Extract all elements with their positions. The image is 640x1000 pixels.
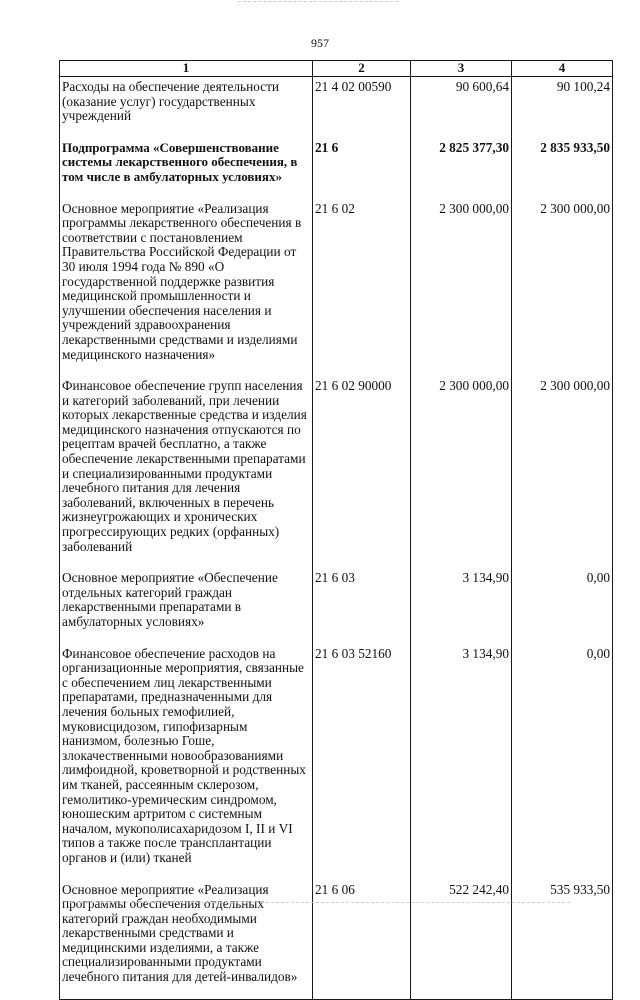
row-code: 21 6 03 bbox=[313, 568, 411, 643]
row-name: Основное мероприятие «Реализация программы обеспечения отдельных категорий граждан необходимыми лекарственными средствами и медицинскими изделиями, а также специализированными продуктами лечебного питания для детей-инвалидов» bbox=[60, 880, 313, 1000]
row-value-1: 90 600,64 bbox=[411, 77, 512, 138]
table-row bbox=[60, 568, 613, 643]
table-row bbox=[60, 880, 613, 1000]
column-header-3: 3 bbox=[411, 61, 512, 77]
row-value-1: 2 825 377,30 bbox=[411, 138, 512, 199]
row-name: Подпрограмма «Совершенствование системы лекарственного обеспечения, в том числе в амбулаторных условиях» bbox=[60, 138, 313, 199]
row-value-2: 2 300 000,00 bbox=[512, 376, 613, 568]
table-row bbox=[60, 77, 613, 138]
row-value-2: 535 933,50 bbox=[512, 880, 613, 1000]
budget-table bbox=[59, 60, 613, 1000]
table-row-subprogram bbox=[60, 138, 613, 199]
table-header-row bbox=[60, 61, 613, 77]
row-code: 21 6 02 90000 bbox=[313, 376, 411, 568]
table-row bbox=[60, 376, 613, 568]
row-value-1: 2 300 000,00 bbox=[411, 199, 512, 377]
row-code: 21 6 06 bbox=[313, 880, 411, 1000]
row-value-2: 0,00 bbox=[512, 568, 613, 643]
row-code: 21 6 03 52160 bbox=[313, 644, 411, 880]
column-header-1: 1 bbox=[60, 61, 313, 77]
row-value-2: 2 300 000,00 bbox=[512, 199, 613, 377]
row-name: Расходы на обеспечение деятельности (оказание услуг) государственных учреждений bbox=[60, 77, 313, 138]
row-name: Основное мероприятие «Обеспечение отдельных категорий граждан лекарственными препаратами в амбулаторных условиях» bbox=[60, 568, 313, 643]
row-value-2: 90 100,24 bbox=[512, 77, 613, 138]
column-header-4: 4 bbox=[512, 61, 613, 77]
scan-edge-top bbox=[238, 1, 398, 2]
row-value-2: 2 835 933,50 bbox=[512, 138, 613, 199]
row-value-2: 0,00 bbox=[512, 644, 613, 880]
page-number: 957 bbox=[311, 36, 329, 50]
row-value-1: 522 242,40 bbox=[411, 880, 512, 1000]
row-code: 21 6 bbox=[313, 138, 411, 199]
table-row bbox=[60, 644, 613, 880]
row-name: Основное мероприятие «Реализация программы лекарственного обеспечения в соответствии с постановлением Правительства Российской Федерации от 30 июля 1994 года № 890 «О государственной поддержке развития медицинской промышленности и улучшении обеспечения населения и учреждений здравоохранения лекарственными средствами и изделиями медицинского назначения» bbox=[60, 199, 313, 377]
scan-edge-bottom bbox=[70, 902, 570, 903]
row-value-1: 3 134,90 bbox=[411, 568, 512, 643]
row-value-1: 3 134,90 bbox=[411, 644, 512, 880]
column-header-2: 2 bbox=[313, 61, 411, 77]
table-row bbox=[60, 199, 613, 377]
row-name: Финансовое обеспечение групп населения и категорий заболеваний, при лечении которых лекарственные средства и изделия медицинского назначения отпускаются по рецептам врачей бесплатно, а также обеспечение лекарственными препаратами и специализированными продуктами лечебного питания для лечения заболеваний, включенных в перечень жизнеугрожающих и хронических прогрессирующих редких (орфанных) заболеваний bbox=[60, 376, 313, 568]
row-code: 21 6 02 bbox=[313, 199, 411, 377]
row-code: 21 4 02 00590 bbox=[313, 77, 411, 138]
row-name: Финансовое обеспечение расходов на организационные мероприятия, связанные с обеспечением лиц лекарственными препаратами, предназначенными для лечения больных гемофилией, муковисцидозом, гипофизарным нанизмом, болезнью Гоше, злокачественными новообразованиями лимфоидной, кроветворной и родственных им тканей, рассеянным склерозом, гемолитико-уремическим синдромом, юношеским артритом с системным началом, мукополисахаридозом I, II и VI типов а также после трансплантации органов и (или) тканей bbox=[60, 644, 313, 880]
row-value-1: 2 300 000,00 bbox=[411, 376, 512, 568]
